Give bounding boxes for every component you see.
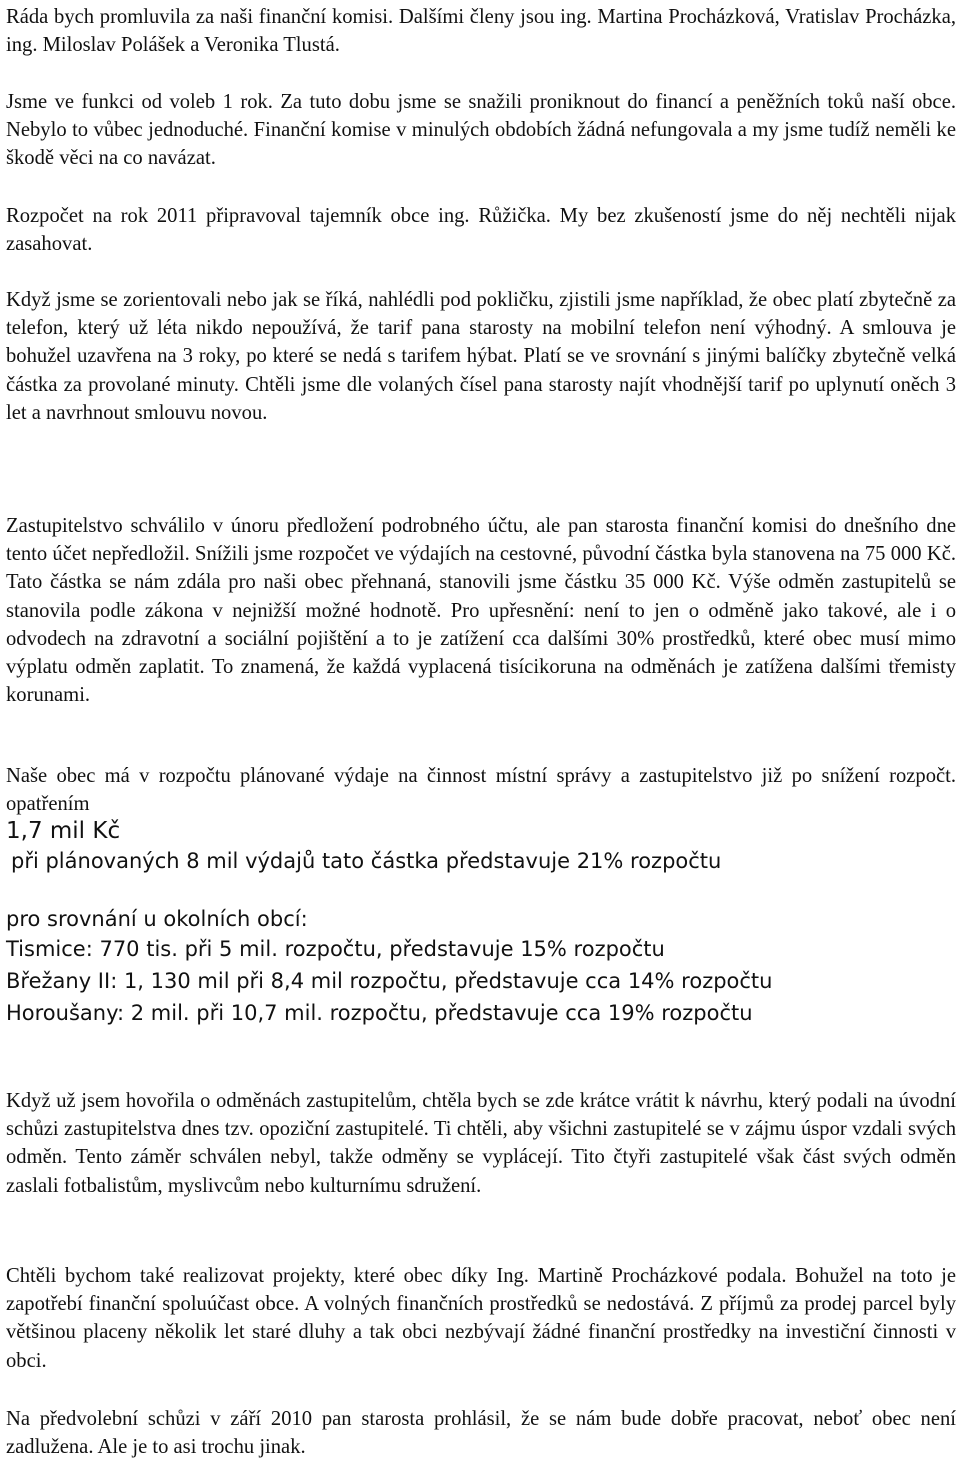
paragraph-finance-committee-members: Ráda bych promluvila za naši finanční komisi. Dalšími členy jsou ing. Martina Procházková, Vratislav Procházka, ing. Miloslav Polášek a Veronika Tlustá.: [6, 6, 956, 57]
highlight-budget-share: při plánovaných 8 mil výdajů tato částka představuje 21% rozpočtu: [11, 849, 722, 873]
comparison-heading: pro srovnání u okolních obcí:: [6, 907, 308, 931]
paragraph-term-in-office: Jsme ve funkci od voleb 1 rok. Za tuto dobu jsme se snažili proniknout do financí a peněžních toků naší obce. Nebylo to vůbec jednoduché. Finanční komise v minulých obdobích žádná nefungovala a my jsme tudíž neměli ke škodě věci na co navázat.: [6, 91, 956, 170]
comparison-row-brezany: Břežany II: 1, 130 mil při 8,4 mil rozpočtu, představuje cca 14% rozpočtu: [6, 969, 773, 993]
paragraph-budget-2011: Rozpočet na rok 2011 připravoval tajemník obce ing. Růžička. My bez zkušeností jsme do něj nechtěli nijak zasahovat.: [6, 205, 956, 256]
paragraph-telephone-tariff: Když jsme se zorientovali nebo jak se říká, nahlédli pod pokličku, zjistili jsme například, že obec platí zbytečně za telefon, který už léta nikdo nepoužívá, že tarif pana starosty na mobilní telefon není výhodný. A smlouva je bohužel uzavřena na 3 roky, po které se nedá s tarifem hýbat. Platí se ve srovnání s jinými balíčky zbytečně velká částka za provolané minuty. Chtěli jsme dle volaných čísel pana starosty najít vhodnější tarif po uplynutí oněch 3 let a navrhnout smlouvu novou.: [6, 289, 956, 424]
paragraph-pre-election-statement: Na předvolební schůzi v září 2010 pan starosta prohlásil, že se nám bude dobře pracovat, neboť obec není zadlužena. Ale je to asi trochu jinak.: [6, 1408, 956, 1459]
comparison-row-tismice: Tismice: 770 tis. při 5 mil. rozpočtu, představuje 15% rozpočtu: [6, 937, 665, 961]
document-page: [6, 0, 958, 1464]
paragraph-projects: Chtěli bychom také realizovat projekty, které obec díky Ing. Martině Procházkové podala. Bohužel na toto je zapotřebí finanční spoluúčast obce. A volných finančních prostředků se nedostává. Z příjmů za prodej parcel byly většinou placeny několik let staré dluhy a tak obci nezbývají žádné finanční prostředky na investiční činnosti v obci.: [6, 1265, 956, 1372]
paragraph-council-spending: Zastupitelstvo schválilo v únoru předložení podrobného účtu, ale pan starosta finanční komisi do dnešního dne tento účet nepředložil. Snížili jsme rozpočet ve výdajích na cestovné, původní částka byla stanovena na 75 000 Kč. Tato částka se nám zdála pro naši obec přehnaná, stanovili jsme částku 35 000 Kč. Výše odměn zastupitelů se stanovila podle zákona v nejnižší možné hodnotě. Pro upřesnění: není to jen o odměně jako takové, ale i o odvodech na zdravotní a sociální pojištění a to je zatížení cca dalšími 30% prostředků, které obec musí mimo výplatu odměn zaplatit. To znamená, že každá vyplacená tisícikoruna na odměnách je zatížena dalšími třemisty korunami.: [6, 515, 956, 707]
paragraph-opposition-proposal: Když už jsem hovořila o odměnách zastupitelům, chtěla bych se zde krátce vrátit k návrhu, který podali na úvodní schůzi zastupitelstva dnes tzv. opoziční zastupitelé. Ti chtěli, aby všichni zastupitelé se v zájmu úspor vzdali svých odměn. Tento záměr schválen nebyl, takže odměny se vyplácejí. Tito čtyři zastupitelé však část svých odměn zaslali fotbalistům, myslivcům nebo kulturnímu sdružení.: [6, 1090, 956, 1197]
comparison-row-horousany: Horoušany: 2 mil. při 10,7 mil. rozpočtu, představuje cca 19% rozpočtu: [6, 1001, 753, 1025]
highlight-amount: 1,7 mil Kč: [6, 818, 121, 844]
paragraph-administration-expenses: Naše obec má v rozpočtu plánované výdaje na činnost místní správy a zastupitelstvo již po snížení rozpočt. opatřením: [6, 765, 956, 816]
